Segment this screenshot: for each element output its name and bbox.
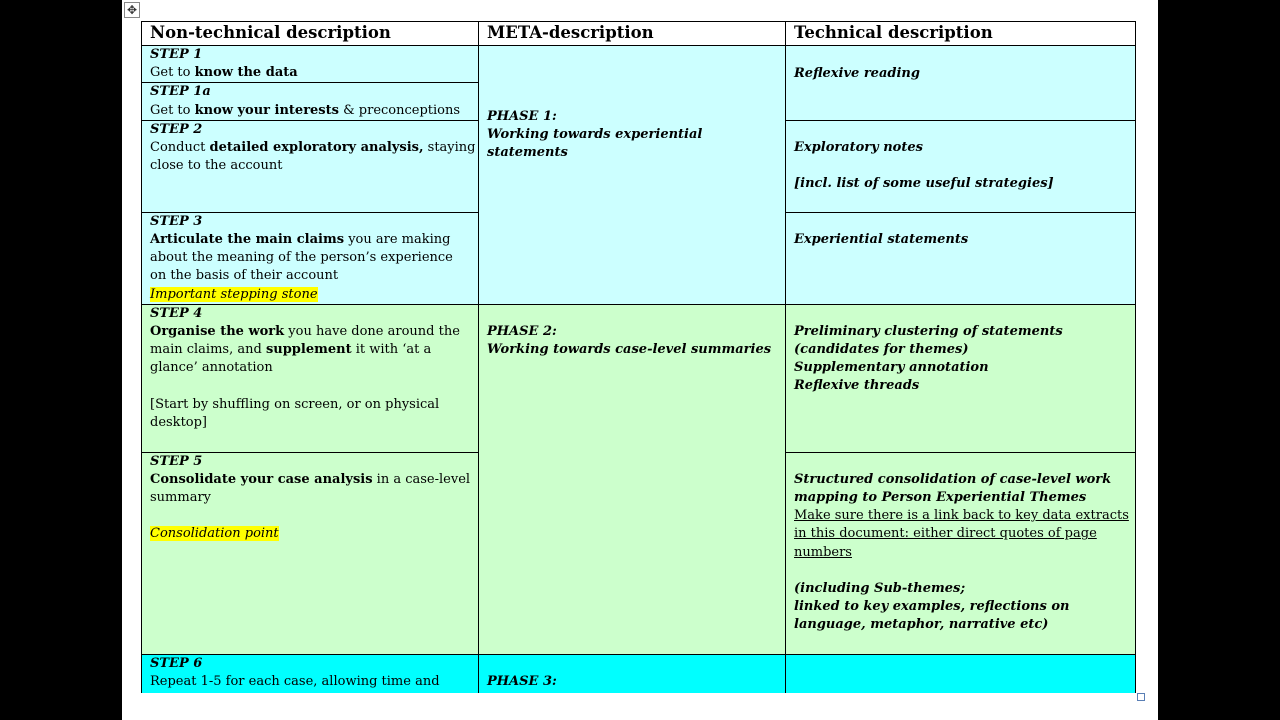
step3-label: STEP 3	[150, 213, 203, 229]
tech-s4-line-1: Preliminary clustering of statements (candidates for themes)	[794, 323, 1063, 358]
phase1-title: PHASE 1:	[487, 109, 557, 124]
phase1-text: Working towards experiential statements	[487, 127, 703, 161]
step4-note: [Start by shuffling on screen, or on physical desktop]	[150, 396, 440, 430]
step2-label: STEP 2	[150, 121, 203, 137]
tech-s5-underline: Make sure there is a link back to key data extracts in this document: either direct quotes of page numbers	[794, 508, 1129, 560]
phase1-cell	[479, 46, 786, 305]
step1a-label: STEP 1a	[150, 84, 211, 100]
step3-highlight: Important stepping stone	[150, 286, 318, 302]
step1-label: STEP 1	[150, 47, 203, 62]
phase2-cell	[479, 304, 786, 654]
exploratory-notes-text: Exploratory notes	[794, 139, 923, 155]
tech-s4-line-3: Reflexive threads	[794, 378, 920, 394]
table-row-step4	[142, 304, 1136, 452]
table-viewport	[141, 21, 1136, 693]
step4-label: STEP 4	[150, 305, 203, 321]
tech-experiential-statements-cell	[786, 212, 1136, 304]
step2-cell: STEP 2 Conduct detailed exploratory analysis, staying close to the account	[142, 120, 479, 212]
header-row	[142, 22, 1136, 46]
table-row-step1	[142, 46, 1136, 83]
step6-text: Repeat 1-5 for each case, allowing time and	[150, 674, 440, 690]
step5-cell: STEP 5 Consolidate your case analysis in a case-level summary Consolidation point	[142, 452, 479, 654]
tech-s5-bold: Structured consolidation of case-level work mapping to Person Experiential Themes	[794, 471, 1112, 506]
step5-highlight: Consolidation point	[150, 526, 279, 542]
header-meta: META-description	[479, 22, 786, 46]
tech-exploratory-notes-cell	[786, 120, 1136, 212]
tech-step5-cell	[786, 452, 1136, 654]
phase2-text: Working towards case-level summaries	[487, 342, 772, 358]
phase3-title: PHASE 3:	[487, 673, 557, 689]
phase3-cell	[479, 654, 786, 693]
step6-label: STEP 6	[150, 655, 203, 671]
header-nontechnical: Non-technical description	[142, 22, 479, 46]
tech-s5-sub2: linked to key examples, reflections on language, metaphor, narrative etc)	[794, 599, 1070, 633]
tech-step4-cell	[786, 304, 1136, 452]
phase2-title: PHASE 2:	[487, 323, 557, 339]
table-move-handle-icon[interactable]: ✥	[124, 2, 140, 18]
step4-cell: STEP 4 Organise the work you have done around the main claims, and supplement it with ‘at a glance’ annotation [Start by shuffling on screen, or on physical desktop]	[142, 304, 479, 452]
tech-s4-line-2: Supplementary annotation	[794, 360, 989, 376]
ipa-steps-table	[141, 21, 1136, 693]
tech-step6-cell	[786, 654, 1136, 693]
tech-reflexive-reading-cell	[786, 46, 1136, 121]
table-row-step6	[142, 654, 1136, 693]
experiential-statements-text: Experiential statements	[794, 231, 969, 247]
step5-label: STEP 5	[150, 453, 203, 469]
header-technical: Technical description	[786, 22, 1136, 46]
step6-cell	[142, 654, 479, 693]
table-resize-handle-icon[interactable]	[1137, 693, 1145, 701]
reflexive-reading-text: Reflexive reading	[794, 66, 920, 81]
strategies-text: [incl. list of some useful strategies]	[794, 176, 1054, 192]
tech-s5-sub1: (including Sub-themes;	[794, 580, 966, 596]
step1-cell: STEP 1 Get to know the data	[142, 46, 479, 83]
step1a-cell: STEP 1a Get to know your interests & preconceptions	[142, 83, 479, 120]
step3-cell: STEP 3 Articulate the main claims you are making about the meaning of the person’s experience on the basis of their account Important stepping stone	[142, 212, 479, 304]
